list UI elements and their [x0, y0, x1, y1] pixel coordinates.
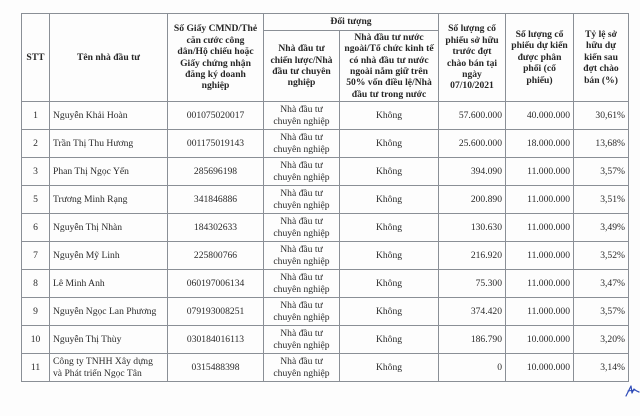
cell-shares-distributed: 10.000.000	[506, 354, 574, 382]
cell-strategic: Nhà đầu tư chuyên nghiệp	[264, 214, 340, 242]
cell-shares-before: 57.600.000	[439, 102, 506, 130]
cell-shares-before: 130.630	[439, 214, 506, 242]
cell-shares-before: 186.790	[439, 326, 506, 354]
table-row	[22, 130, 629, 158]
cell-shares-distributed: 18.000.000	[506, 130, 574, 158]
cell-stt: 1	[22, 102, 50, 130]
cell-foreign: Không	[340, 130, 439, 158]
cell-shares-before: 25.600.000	[439, 130, 506, 158]
cell-strategic: Nhà đầu tư chuyên nghiệp	[264, 102, 340, 130]
cell-shares-distributed: 11.000.000	[506, 186, 574, 214]
header-id-number: Số Giấy CMND/Thẻ căn cước công dân/Hộ chiếu hoặc Giấy chứng nhận đăng ký doanh nghiệp	[168, 14, 264, 102]
signature-icon	[624, 382, 640, 398]
header-category-foreign: Nhà đầu tư nước ngoài/Tổ chức kinh tế có nhà đầu tư nước ngoài nắm giữ trên 50% vốn điều lệ/Nhà đầu tư trong nước	[340, 31, 439, 102]
cell-strategic: Nhà đầu tư chuyên nghiệp	[264, 186, 340, 214]
cell-shares-distributed: 11.000.000	[506, 214, 574, 242]
table-header	[22, 14, 629, 102]
cell-shares-distributed: 11.000.000	[506, 270, 574, 298]
header-name: Tên nhà đầu tư	[50, 14, 168, 102]
cell-shares-before: 216.920	[439, 242, 506, 270]
cell-name: Trương Minh Rạng	[50, 186, 168, 214]
table-row	[22, 326, 629, 354]
cell-ownership-after: 3,20%	[574, 326, 629, 354]
table-body	[22, 102, 629, 382]
cell-stt: 8	[22, 270, 50, 298]
table-row	[22, 298, 629, 326]
table-row	[22, 158, 629, 186]
cell-stt: 5	[22, 186, 50, 214]
cell-id-number: 0315488398	[168, 354, 264, 382]
cell-id-number: 285696198	[168, 158, 264, 186]
cell-strategic: Nhà đầu tư chuyên nghiệp	[264, 354, 340, 382]
cell-ownership-after: 3,51%	[574, 186, 629, 214]
cell-stt: 6	[22, 214, 50, 242]
cell-foreign: Không	[340, 186, 439, 214]
cell-shares-distributed: 11.000.000	[506, 242, 574, 270]
cell-stt: 10	[22, 326, 50, 354]
cell-strategic: Nhà đầu tư chuyên nghiệp	[264, 130, 340, 158]
investor-table	[21, 13, 629, 382]
cell-strategic: Nhà đầu tư chuyên nghiệp	[264, 298, 340, 326]
cell-name: Nguyễn Khải Hoàn	[50, 102, 168, 130]
cell-id-number: 060197006134	[168, 270, 264, 298]
cell-stt: 2	[22, 130, 50, 158]
cell-ownership-after: 3,57%	[574, 298, 629, 326]
table-row	[22, 186, 629, 214]
cell-id-number: 341846886	[168, 186, 264, 214]
table-row	[22, 270, 629, 298]
header-shares-before: Số lượng cổ phiếu sở hữu trước đợt chào bán tại ngày 07/10/2021	[439, 14, 506, 102]
table-row	[22, 102, 629, 130]
cell-ownership-after: 30,61%	[574, 102, 629, 130]
cell-id-number: 079193008251	[168, 298, 264, 326]
cell-stt: 3	[22, 158, 50, 186]
cell-strategic: Nhà đầu tư chuyên nghiệp	[264, 326, 340, 354]
cell-name: Trần Thị Thu Hương	[50, 130, 168, 158]
cell-foreign: Không	[340, 242, 439, 270]
cell-id-number: 001175019143	[168, 130, 264, 158]
cell-name: Công ty TNHH Xây dựng và Phát triển Ngọc Tân	[50, 354, 168, 382]
cell-id-number: 225800766	[168, 242, 264, 270]
cell-ownership-after: 3,14%	[574, 354, 629, 382]
table-row	[22, 354, 629, 382]
cell-shares-distributed: 10.000.000	[506, 326, 574, 354]
cell-foreign: Không	[340, 270, 439, 298]
cell-ownership-after: 3,49%	[574, 214, 629, 242]
cell-stt: 9	[22, 298, 50, 326]
cell-stt: 11	[22, 354, 50, 382]
header-ownership-after: Tỷ lệ sở hữu dự kiến sau đợt chào bán (%)	[574, 14, 629, 102]
cell-id-number: 184302633	[168, 214, 264, 242]
cell-foreign: Không	[340, 158, 439, 186]
cell-shares-distributed: 11.000.000	[506, 298, 574, 326]
table-row	[22, 214, 629, 242]
cell-shares-before: 0	[439, 354, 506, 382]
header-stt: STT	[22, 14, 50, 102]
cell-foreign: Không	[340, 298, 439, 326]
cell-shares-distributed: 11.000.000	[506, 158, 574, 186]
cell-name: Nguyễn Thị Nhàn	[50, 214, 168, 242]
cell-name: Nguyễn Mỹ Linh	[50, 242, 168, 270]
cell-foreign: Không	[340, 354, 439, 382]
cell-shares-before: 75.300	[439, 270, 506, 298]
cell-shares-before: 394.090	[439, 158, 506, 186]
cell-foreign: Không	[340, 214, 439, 242]
cell-foreign: Không	[340, 102, 439, 130]
cell-shares-before: 200.890	[439, 186, 506, 214]
cell-name: Phan Thị Ngọc Yến	[50, 158, 168, 186]
cell-name: Nguyễn Ngọc Lan Phương	[50, 298, 168, 326]
cell-strategic: Nhà đầu tư chuyên nghiệp	[264, 270, 340, 298]
cell-name: Nguyễn Thị Thùy	[50, 326, 168, 354]
header-shares-distributed: Số lượng cổ phiếu dự kiến được phân phối (cổ phiếu)	[506, 14, 574, 102]
cell-ownership-after: 3,57%	[574, 158, 629, 186]
cell-strategic: Nhà đầu tư chuyên nghiệp	[264, 242, 340, 270]
cell-shares-before: 374.420	[439, 298, 506, 326]
cell-name: Lê Minh Anh	[50, 270, 168, 298]
header-category-group: Đối tượng	[264, 14, 439, 31]
cell-strategic: Nhà đầu tư chuyên nghiệp	[264, 158, 340, 186]
cell-ownership-after: 3,52%	[574, 242, 629, 270]
table-row	[22, 242, 629, 270]
header-category-strategic: Nhà đầu tư chiến lược/Nhà đầu tư chuyên nghiệp	[264, 31, 340, 102]
cell-id-number: 030184016113	[168, 326, 264, 354]
cell-ownership-after: 13,68%	[574, 130, 629, 158]
cell-id-number: 001075020017	[168, 102, 264, 130]
cell-shares-distributed: 40.000.000	[506, 102, 574, 130]
cell-foreign: Không	[340, 326, 439, 354]
cell-stt: 7	[22, 242, 50, 270]
cell-ownership-after: 3,47%	[574, 270, 629, 298]
